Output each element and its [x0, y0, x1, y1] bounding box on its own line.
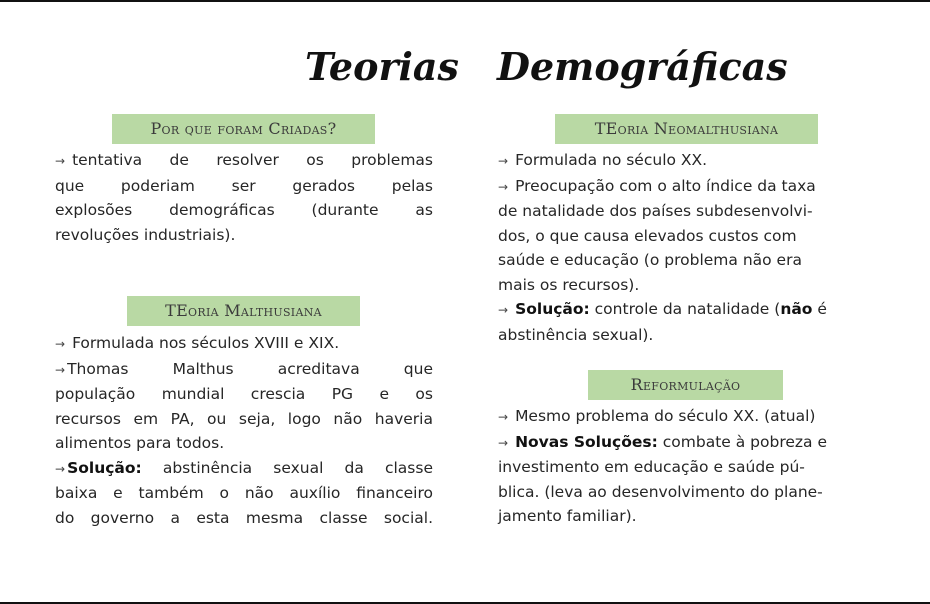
arrow-icon: → — [55, 461, 66, 476]
arrow-icon: → — [55, 337, 66, 351]
why-created-line-1: → tentativa de resolver os problemas — [55, 151, 433, 169]
neomalthusian-bullet-2-line-1: → Preocupação com o alto índice da taxa — [498, 176, 816, 195]
reformulation-paragraph — [498, 404, 876, 529]
malthusian-bullet-3-line-1: → Solução: abstinência sexual da classe — [55, 458, 433, 477]
page-title-right: Demográficas — [497, 44, 788, 89]
why-created-line-3: explosões demográficas (durante as — [55, 201, 433, 219]
arrow-icon: → — [498, 179, 509, 194]
neomalthusian-bullet-2-line-4: saúde e educação (o problema não era — [498, 251, 802, 269]
reformulation-bullet-1: → Mesmo problema do século XX. (atual) — [498, 407, 816, 425]
neomalthusian-bullet-3-line-2: abstinência sexual). — [498, 325, 654, 344]
section-label-why-created: Por que foram Criadas? — [112, 114, 375, 144]
arrow-icon: → — [498, 154, 509, 168]
reformulation-bullet-2-line-4: jamento familiar). — [498, 507, 637, 525]
reformulation-bullet-2-line-2: investimento em educação e saúde pú- — [498, 458, 805, 476]
section-label-neomalthusian: TEoria Neomalthusiana — [555, 114, 818, 144]
malthusian-bullet-2-line-2: população mundial crescia PG e os — [55, 385, 433, 403]
section-label-reformulation: Reformulação — [588, 370, 783, 400]
neomalthusian-bullet-2-line-2: de natalidade dos países subdesenvolvi- — [498, 202, 813, 220]
neomalthusian-bullet-2-line-3: dos, o que causa elevados custos com — [498, 226, 797, 245]
arrow-icon: → — [498, 435, 509, 450]
arrow-icon: → — [55, 154, 66, 168]
arrow-icon: → — [498, 410, 509, 424]
malthusian-bullet-3-line-2: baixa e também o não auxílio financeiro — [55, 484, 433, 502]
why-created-line-4: revoluções industriais). — [55, 225, 236, 244]
arrow-icon: → — [498, 303, 509, 317]
neomalthusian-paragraph — [498, 148, 876, 347]
reformulation-bullet-2-line-1: → Novas Soluções: combate à pobreza e — [498, 432, 827, 451]
malthusian-paragraph — [55, 331, 433, 530]
malthusian-bullet-3-line-3: do governo a esta mesma classe social. — [55, 508, 433, 527]
arrow-icon: → — [55, 362, 66, 377]
neomalthusian-bullet-2-line-5: mais os recursos). — [498, 275, 640, 294]
neomalthusian-bullet-3-line-1: → Solução: controle da natalidade (não é — [498, 300, 827, 318]
malthusian-bullet-2-line-3: recursos em PA, ou seja, logo não haveria — [55, 409, 433, 428]
top-border — [0, 0, 930, 2]
why-created-paragraph — [55, 148, 433, 247]
section-label-malthusian: TEoria Malthusiana — [127, 296, 360, 326]
malthusian-bullet-2-line-4: alimentos para todos. — [55, 434, 225, 452]
malthusian-bullet-1: → Formulada nos séculos XVIII e XIX. — [55, 334, 340, 352]
reformulation-bullet-2-line-3: blica. (leva ao desenvolvimento do plane- — [498, 482, 823, 501]
why-created-line-2: que poderiam ser gerados pelas — [55, 176, 433, 195]
page-title-left: Teorias — [305, 44, 459, 89]
malthusian-bullet-2-line-1: → Thomas Malthus acreditava que — [55, 359, 433, 378]
neomalthusian-bullet-1: → Formulada no século XX. — [498, 151, 708, 169]
